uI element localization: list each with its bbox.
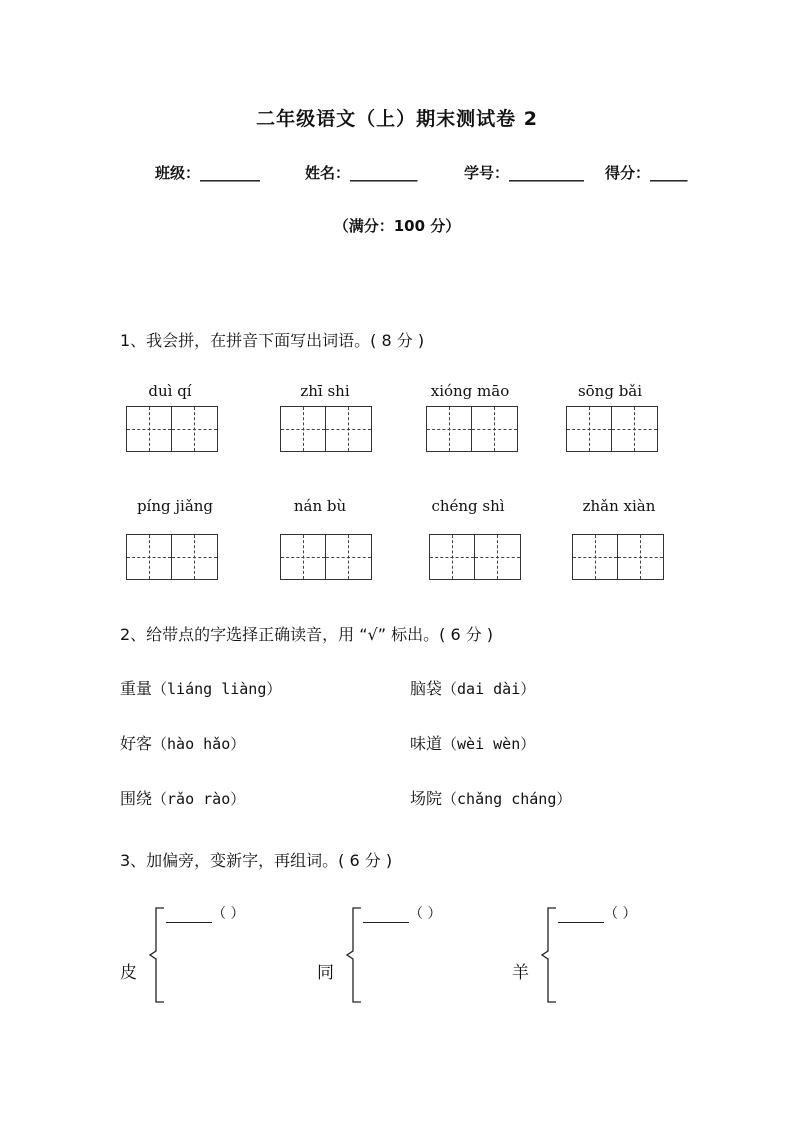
brace-icon <box>148 907 166 1003</box>
student-id-field: 学号：__________ <box>464 164 585 182</box>
writing-grid[interactable] <box>280 406 372 452</box>
name-field: 姓名：_________ <box>305 164 418 182</box>
writing-grid[interactable] <box>126 534 218 580</box>
pinyin-label: píng jiǎng <box>136 497 214 515</box>
writing-grid[interactable] <box>280 534 372 580</box>
word: 场院 <box>410 789 443 808</box>
reading-item <box>120 731 245 754</box>
answer-blank[interactable]: （ ） <box>166 903 244 923</box>
word: 脑袋 <box>410 679 443 698</box>
base-char: 羊 <box>512 963 529 983</box>
pinyin-label: duì qí <box>148 382 192 400</box>
score-field: 得分：_____ <box>605 164 688 182</box>
word: 好客 <box>120 734 153 753</box>
reading-item <box>120 786 245 809</box>
pinyin-options[interactable]: （hào hǎo） <box>152 735 246 753</box>
brace-icon <box>540 907 558 1003</box>
page-title: 二年级语文（上）期末测试卷 2 <box>256 108 538 130</box>
brace-icon <box>345 907 363 1003</box>
pinyin-label: zhǎn xiàn <box>582 497 656 515</box>
reading-item <box>410 731 535 754</box>
pinyin-options[interactable]: （dai dài） <box>442 680 536 698</box>
q1-heading: 1、我会拼，在拼音下面写出词语。( 8 分 ) <box>120 331 425 350</box>
reading-item <box>410 676 535 699</box>
pinyin-label: chéng shì <box>431 497 505 515</box>
word: 味道 <box>410 734 443 753</box>
writing-grid[interactable] <box>566 406 658 452</box>
reading-item <box>120 676 281 699</box>
pinyin-label: sōng bǎi <box>577 382 643 400</box>
word: 重量 <box>120 679 153 698</box>
reading-item <box>410 786 571 809</box>
pinyin-options[interactable]: （rǎo rào） <box>152 790 246 808</box>
answer-blank[interactable]: （ ） <box>558 903 636 923</box>
full-score: （满分：100 分） <box>333 217 461 235</box>
base-char: 皮 <box>120 963 137 983</box>
pinyin-options[interactable]: （wèi wèn） <box>442 735 536 753</box>
word: 围绕 <box>120 789 153 808</box>
pinyin-options[interactable]: （chǎng cháng） <box>442 790 572 808</box>
pinyin-label: xióng māo <box>430 382 510 400</box>
class-field: 班级：________ <box>155 164 261 182</box>
q2-heading: 2、给带点的字选择正确读音，用 “√” 标出。( 6 分 ) <box>120 625 494 644</box>
answer-blank[interactable]: （ ） <box>363 903 441 923</box>
writing-grid[interactable] <box>429 534 521 580</box>
writing-grid[interactable] <box>426 406 518 452</box>
writing-grid[interactable] <box>126 406 218 452</box>
pinyin-options[interactable]: （liáng liàng） <box>152 680 282 698</box>
q3-heading: 3、加偏旁，变新字，再组词。( 6 分 ) <box>120 851 393 870</box>
pinyin-label: zhī shi <box>300 382 350 400</box>
writing-grid[interactable] <box>572 534 664 580</box>
base-char: 同 <box>317 963 334 983</box>
pinyin-label: nán bù <box>293 497 347 515</box>
